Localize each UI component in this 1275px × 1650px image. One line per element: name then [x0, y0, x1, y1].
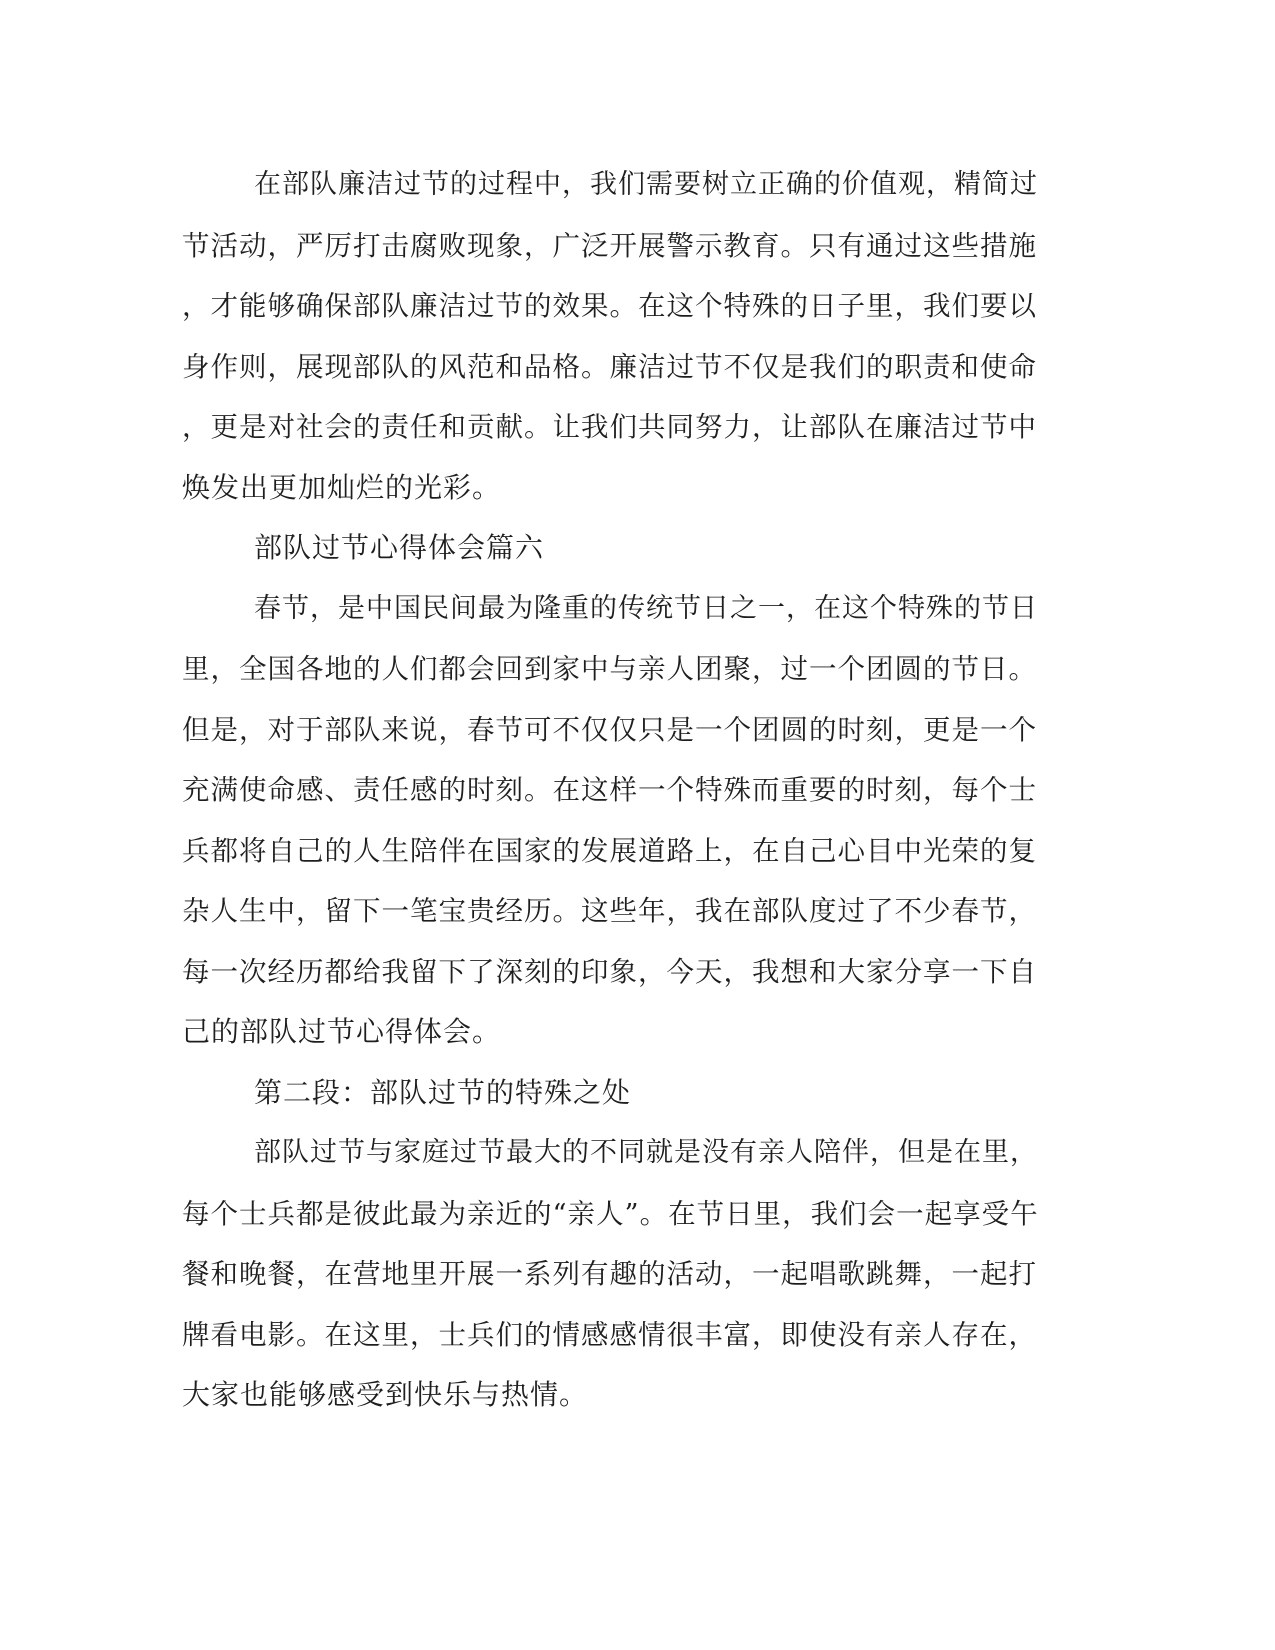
text-line: 每一次经历都给我留下了深刻的印象，今天，我想和大家分享一下自	[182, 955, 1037, 988]
text-line: 身作则，展现部队的风范和品格。廉洁过节不仅是我们的职责和使命	[182, 350, 1037, 383]
text-line: 但是，对于部队来说，春节可不仅仅只是一个团圆的时刻，更是一个	[182, 713, 1037, 746]
text-line: 充满使命感、责任感的时刻。在这样一个特殊而重要的时刻，每个士	[182, 774, 1037, 806]
text-line: ，才能够确保部队廉洁过节的效果。在这个特殊的日子里，我们要以	[182, 290, 1037, 322]
text-line: 每个士兵都是彼此最为亲近的“亲人”。在节日里，我们会一起享受午	[182, 1197, 1039, 1230]
text-line: 春节，是中国民间最为隆重的传统节日之一，在这个特殊的节日	[254, 592, 1038, 624]
text-line: 大家也能够感受到快乐与热情。	[182, 1378, 589, 1411]
text-line: ，更是对社会的责任和贡献。让我们共同努力，让部队在廉洁过节中	[182, 411, 1037, 443]
text-line: 节活动，严厉打击腐败现象，广泛开展警示教育。只有通过这些措施	[182, 229, 1037, 262]
section-heading: 第二段：部队过节的特殊之处	[254, 1075, 632, 1109]
text-line: 在部队廉洁过节的过程中，我们需要树立正确的价值观，精简过	[254, 169, 1038, 200]
section-heading: 部队过节心得体会篇六	[254, 531, 545, 564]
text-line: 牌看电影。在这里，士兵们的情感感情很丰富，即使没有亲人存在，	[182, 1318, 1037, 1351]
text-line: 杂人生中，留下一笔宝贵经历。这些年，我在部队度过了不少春节，	[182, 895, 1037, 927]
text-line: 里，全国各地的人们都会回到家中与亲人团聚，过一个团圆的节日。	[182, 653, 1037, 685]
text-line: 焕发出更加灿烂的光彩。	[182, 470, 502, 504]
document-body	[182, 155, 1042, 1426]
text-line: 己的部队过节心得体会。	[182, 1015, 502, 1048]
text-line: 兵都将自己的人生陪伴在国家的发展道路上，在自己心目中光荣的复	[182, 834, 1037, 867]
text-line: 部队过节与家庭过节最大的不同就是没有亲人陪伴，但是在里，	[254, 1137, 1038, 1168]
text-line: 餐和晚餐，在营地里开展一系列有趣的活动，一起唱歌跳舞，一起打	[182, 1258, 1037, 1290]
